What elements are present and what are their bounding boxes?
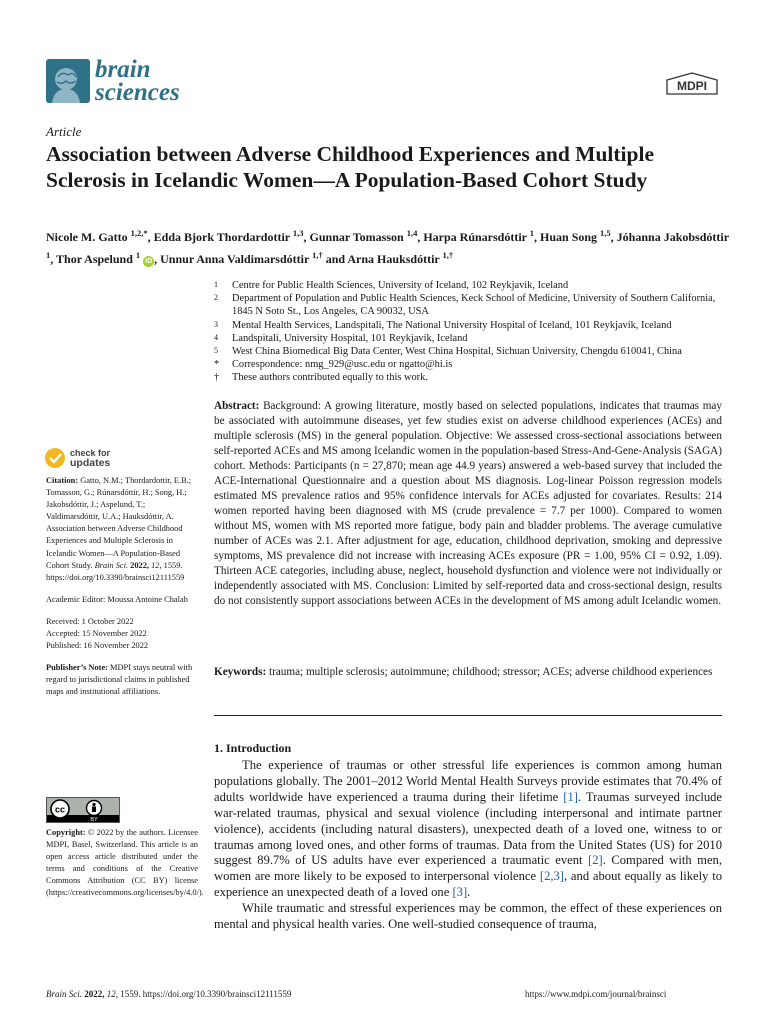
citation-text: Gatto, N.M.; Thordardottir, E.B.; Tomasson, G.; Rúnarsdóttir, H.; Song, H.; Jakobsdóttir, J.; Aspelund, T.; Valdimarsdóttir, U.A.; Hauksdóttir, A. Association between Adverse Childhood Experiences and Multiple Sclerosis in Icelandic Women—A Population-Based Cohort Study. [46,476,192,570]
article-title: Association between Adverse Childhood Experiences and Multiple Sclerosis in Icelandic Women—A Population-Based Cohort Study [46,142,654,192]
affiliation-text: West China Biomedical Big Data Center, West China Hospital, Sichuan University, Chengdu 610041, China [232,346,682,358]
abstract-label: Abstract: [214,400,260,412]
publishers-note [46,662,198,698]
intro-paragraph-2: While traumatic and stressful experiences may be common, the effect of these experiences on mental and physical health varies. One well-studied consequence of trauma, [214,901,722,932]
affiliation-text: Correspondence: nmg_929@usc.edu or ngatto@hi.is [232,359,453,371]
note-label: Publisher’s Note: [46,663,108,673]
citation-journal: Brain Sci. [94,560,129,570]
orcid-icon[interactable]: iD [145,258,153,265]
citation-year: 2022, [128,560,152,570]
affiliation-item [214,279,724,292]
citation-doi[interactable]: , 1559. https://doi.org/10.3390/brainsci12111559 [46,560,185,582]
author-affiliation-mark: 1,† [312,250,323,260]
journal-name-line2: sciences [95,79,180,106]
citation-volume: 12 [151,560,160,570]
affiliation-item [214,358,724,371]
author-name: Edda Bjork Thordardottir [153,230,293,244]
author-separator: , [417,230,424,244]
intro-text: . [467,885,471,900]
cc-by-license-badge[interactable] [46,797,120,823]
author-name: Jóhanna Jakobsdóttir [616,230,729,244]
copyright-text: © 2022 by the authors. Licensee MDPI, Basel, Switzerland. This article is an open access article distributed under the terms and conditions of the Creative Commons Attribution (CC BY) license (https://creativecommons.org/licenses/by/4.0/). [46,828,204,898]
citation [46,475,198,584]
footer-doi[interactable]: , 1559. https://doi.org/10.3390/brainsci12111559 [115,989,292,999]
intro-text: , and about equally as likely to experience an unexpected death of a loved one [214,869,722,900]
keywords-text: trauma; multiple sclerosis; autoimmune; childhood; stressor; ACEs; adverse childhood experiences [266,666,713,678]
author-affiliation-mark: 1 [135,250,141,260]
affiliation-mark: 4 [214,332,218,342]
affiliation-text: Centre for Public Health Sciences, University of Iceland, 102 Reykjavik, Iceland [232,280,569,291]
journal-name-line1: brain [95,56,151,83]
article-type: Article [46,124,82,139]
cc-by-label: BY [90,817,98,822]
publisher-logo [664,72,720,98]
footer-journal: Brain Sci. [46,989,82,999]
affiliation-item [214,292,724,318]
journal-name [95,58,180,104]
affiliation-mark: * [214,359,220,371]
check-line-2: updates [70,457,111,469]
author-affiliation-mark: 1,4 [406,228,418,238]
abstract-text: Background: A growing literature, mostly based on selected populations, indicates that traumas may be associated with autoimmune diseases, yet few studies exist on adverse childhood experiences (ACEs) and multiple sclerosis (MS) in the general population. Objective: We assessed cross-sectional associations between self-reported ACEs and MS among Icelandic women in the population-based Stress-And-Gene-Analysis (SAGA) cohort. Methods: Participants (n = 27,870; mean age 44.9 years) answered a web-based survey that included the ACE-International Questionnaire and a question about MS diagnosis. Log-linear Poisson regression models estimated MS prevalence ratios and 95% confidence intervals for ACEs adjusted for covariates. Results: 214 women reported having been diagnosed with MS (crude prevalence = 7.7 per 1000). Compared to women without MS, women with MS reported more fatigue, body pain and bladder problems. The average cumulative number of ACEs was 2.1. After adjustment for age, education, childhood deprivation, smoking and depressive symptoms, MS prevalence did not increase with increasing ACEs exposure (PR = 1.00, 95% CI = 0.92, 1.09). Thirteen ACE categories, including abuse, neglect, household dysfunction and violence were not individually or independently associated with MS. Conclusion: Limited by self-reported data and cross-sectional design, results do not consistently support associations between ACEs in the development of MS among adult Icelandic women. [214,400,722,607]
intro-paragraph-1 [214,758,722,901]
affiliation-text: Department of Population and Public Health Sciences, Keck School of Medicine, University of Southern California, 1845 N Soto St., Los Angeles, CA 90032, USA [232,293,716,318]
keywords-label: Keywords: [214,666,267,678]
affiliation-item [214,371,724,384]
affiliation-text: These authors contributed equally to this work. [232,372,428,384]
note-text: MDPI stays neutral with regard to jurisdictional claims in published maps and institutional affiliations. [46,663,193,697]
author-name: Gunnar Tomasson [309,230,407,244]
accepted-date: Accepted: 15 November 2022 [46,629,147,639]
author-affiliation-mark: 1 [46,250,51,260]
author-affiliation-mark: 1 [529,228,535,238]
author-name: Huan Song [540,230,601,244]
author-name: Arna Hauksdóttir [347,252,443,266]
author-affiliation-mark: 1,2,* [130,228,148,238]
author-affiliation-mark: 1,† [442,250,454,260]
affiliation-mark: 3 [214,319,218,329]
author-separator: , [147,230,154,244]
affiliation-mark: † [214,372,220,384]
author-name: Nicole M. Gatto [46,230,131,244]
intro-text: . Traumas surveyed include war-related traumas, physical and sexual violence (including interpersonal and intimate partner violence), accidents (including natural disasters), unexpected death of a loved one, witness to or traumas among loved ones, and other forms of traumas. Data from the United States (US) for 2010 suggest 89.7% of US adults have ever experienced a traumatic event [214,789,723,868]
section-divider [214,715,722,716]
author-name: Thor Aspelund [56,252,136,266]
intro-text: . Compared with men, women are more likely to be exposed to interpersonal violence [214,853,722,884]
author-separator: and [322,252,348,266]
author-separator: , [534,230,541,244]
author-name: Harpa Rúnarsdóttir [423,230,530,244]
academic-editor: Academic Editor: Moussa Antoine Chalah [46,594,188,604]
author-name: Unnur Anna Valdimarsdóttir [160,252,313,266]
author-list [46,224,736,268]
copyright-label: Copyright: [46,828,86,837]
check-for-updates-button[interactable] [70,448,110,468]
affiliation-item [214,319,724,332]
affiliation-list [214,279,724,385]
introduction-body [214,758,722,933]
abstract [214,399,722,609]
keywords [214,665,722,680]
affiliation-item [214,345,724,358]
footer-citation [46,989,291,999]
author-separator: , [303,230,310,244]
author-separator: , [154,252,161,266]
author-affiliation-mark: 1,3 [292,228,304,238]
affiliation-item [214,332,724,345]
affiliation-mark: 5 [214,346,218,356]
section-heading: 1. Introduction [214,741,292,755]
dates [46,616,198,652]
citation-ref-link[interactable]: [3] [452,885,468,900]
received-date: Received: 1 October 2022 [46,616,134,626]
journal-logo-icon [46,59,90,103]
author-affiliation-mark: 1,5 [600,228,611,238]
published-date: Published: 16 November 2022 [46,641,149,651]
author-separator: , [50,252,57,266]
affiliation-mark: 1 [214,280,218,289]
svg-text:cc: cc [54,804,66,815]
citation-label: Citation: [46,476,79,485]
check-line-1: check for [70,448,111,458]
citation-ref-link[interactable]: [2,3] [539,869,565,884]
affiliation-text: Landspitali, University Hospital, 101 Reykjavik, Iceland [232,332,468,344]
citation-ref-link[interactable]: [1] [563,789,578,804]
author-separator: , [610,230,617,244]
footer-volume: 12 [106,989,116,999]
sidebar [46,475,198,709]
footer-journal-url[interactable]: https://www.mdpi.com/journal/brainsci [525,989,667,999]
affiliation-mark: 2 [214,293,218,303]
intro-text: The experience of traumas or other stressful life experiences is common among human populations globally. The 2001–2012 World Mental Health Surveys provide estimates that 70.4% of adults worldwide have experienced a trauma during their lifetime [214,758,722,804]
citation-ref-link[interactable]: [2] [588,853,603,868]
copyright-notice [46,827,204,900]
publisher-name: MDPI [677,79,707,93]
footer-year: 2022, [82,989,107,999]
affiliation-text: Mental Health Services, Landspitali, The National University Hospital of Iceland, 101 Reykjavik, Iceland [232,319,672,331]
check-for-updates-icon[interactable] [44,447,66,469]
